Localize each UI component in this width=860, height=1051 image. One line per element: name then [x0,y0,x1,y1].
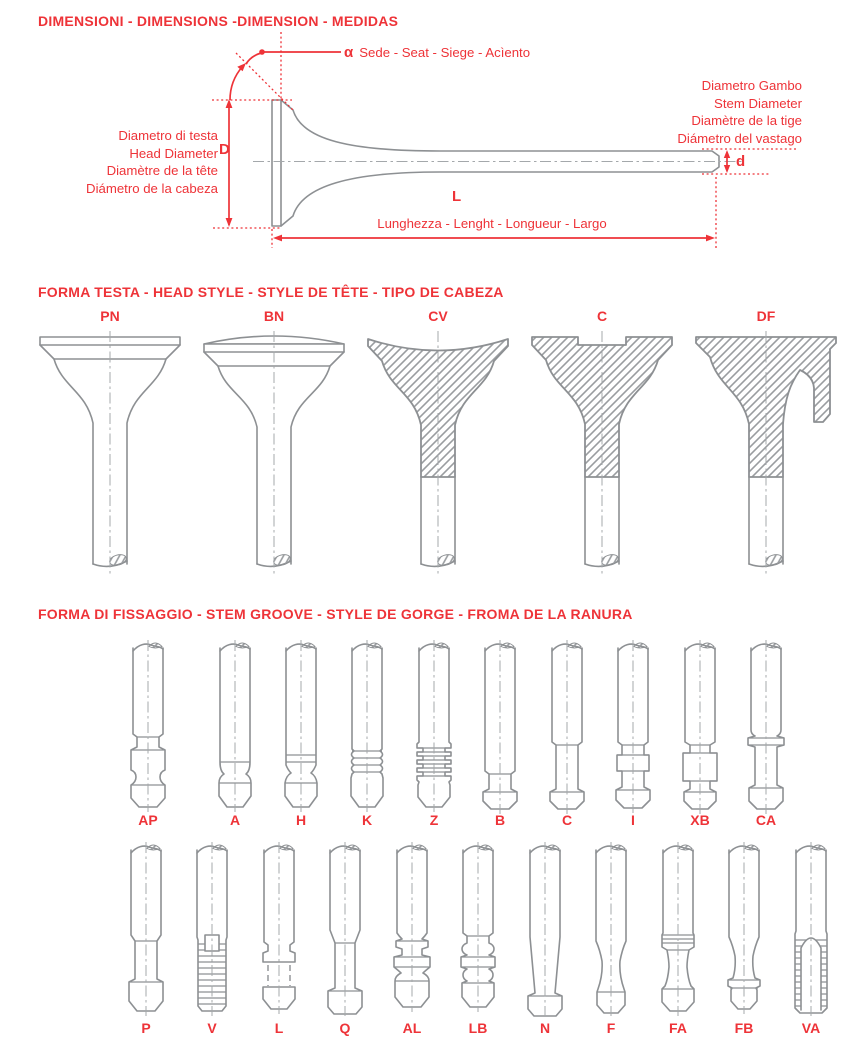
alpha-symbol: α [344,44,354,61]
head-style-title: FORMA TESTA - HEAD STYLE - STYLE DE TÊTE - TIPO DE CABEZA [38,284,504,300]
stem-groove-drawing-L [246,840,312,1018]
stem-groove-drawing-I [600,638,666,816]
stem-groove-figure-F [578,840,644,1036]
stem-groove-label-K: K [361,812,373,828]
stem-groove-drawing-FB [711,840,777,1018]
stem-groove-figure-A [202,638,268,828]
head-style-figure-PN [28,308,192,579]
head-style-drawing-BN [194,327,354,579]
length-symbol: L [452,188,462,205]
stem-diameter-label: Diametro Gambo Stem Diameter Diamètre de la tige Diámetro del vastago [677,78,802,146]
stem-groove-figure-C [534,638,600,828]
stem-groove-title: FORMA DI FISSAGGIO - STEM GROOVE - STYLE DE GORGE - FROMA DE LA RANURA [38,606,633,622]
head-style-figure-BN [192,308,356,579]
stem-groove-figure-LB [445,840,511,1036]
stem-groove-drawing-A [202,638,268,816]
stem-groove-figure-I [600,638,666,828]
head-style-label-DF: DF [756,308,776,324]
stem-groove-drawing-Z [401,638,467,816]
stem-groove-figure-N [512,840,578,1036]
stem-groove-label-P: P [141,1020,151,1036]
stem-groove-drawing-V [179,840,245,1018]
head-style-label-PN: PN [100,308,120,324]
dimensions-title: DIMENSIONI - DIMENSIONS -DIMENSION - MEDIDAS [38,13,399,29]
stem-groove-label-FA: FA [669,1020,687,1036]
stem-groove-label-L: L [274,1020,284,1036]
stem-groove-drawing-C [534,638,600,816]
stem-groove-label-V: V [207,1020,217,1036]
stem-groove-figure-K [334,638,400,828]
stem-groove-drawing-AP [115,638,181,816]
stem-groove-figure-AP [115,638,181,828]
stem-groove-drawing-P [113,840,179,1018]
stem-groove-label-Z: Z [429,812,439,828]
head-style-figure-DF [684,308,848,579]
stem-groove-figure-Q [312,840,378,1036]
stem-groove-drawing-AL [379,840,445,1018]
length-label: Lunghezza - Lenght - Longueur - Largo [377,216,607,231]
stem-groove-label-C: C [561,812,573,828]
stem-groove-figure-V [179,840,245,1036]
head-style-figure-C [520,308,684,579]
stem-groove-figure-B [467,638,533,828]
stem-groove-label-A: A [229,812,241,828]
stem-groove-figure-VA [778,840,844,1036]
head-style-drawing-CV [358,327,518,579]
stem-groove-label-CA: CA [755,812,777,828]
stem-groove-drawing-B [467,638,533,816]
head-diameter-label: Diametro di testa Head Diameter Diamètre de la tête Diámetro de la cabeza [86,128,218,196]
stem-groove-label-B: B [494,812,506,828]
head-style-label-C: C [596,308,608,324]
stem-groove-figure-Z [401,638,467,828]
stem-groove-drawing-FA [645,840,711,1018]
seat-label: Sede - Seat - Siege - Acìento [359,45,531,60]
stem-groove-figure-XB [667,638,733,828]
stem-groove-label-F: F [606,1020,616,1036]
stem-groove-drawing-H [268,638,334,816]
stem-groove-figure-CA [733,638,799,828]
head-style-drawing-C [522,327,682,579]
head-style-drawing-DF [686,327,846,579]
stem-groove-drawing-XB [667,638,733,816]
stem-groove-figure-P [113,840,179,1036]
stem-groove-label-H: H [295,812,307,828]
stem-diameter-symbol: d [736,153,746,170]
stem-groove-figure-FA [645,840,711,1036]
stem-groove-figure-FB [711,840,777,1036]
stem-groove-label-LB: LB [468,1020,488,1036]
stem-groove-drawing-Q [312,840,378,1018]
stem-groove-label-N: N [539,1020,551,1036]
stem-groove-drawing-CA [733,638,799,816]
stem-groove-drawing-N [512,840,578,1018]
head-style-label-BN: BN [263,308,285,324]
stem-groove-label-FB: FB [734,1020,754,1036]
stem-groove-figure-AL [379,840,445,1036]
stem-groove-figure-L [246,840,312,1036]
seat-angle-label [344,44,530,61]
stem-groove-label-VA: VA [801,1020,821,1036]
stem-groove-label-XB: XB [690,812,710,828]
stem-groove-label-AL: AL [402,1020,422,1036]
stem-groove-figure-H [268,638,334,828]
stem-groove-label-AP: AP [138,812,158,828]
stem-groove-drawing-F [578,840,644,1018]
head-style-label-CV: CV [428,308,448,324]
head-style-drawing-PN [30,327,190,579]
stem-groove-drawing-K [334,638,400,816]
head-style-figure-CV [356,308,520,579]
stem-groove-label-Q: Q [339,1020,351,1036]
stem-groove-label-I: I [631,812,635,828]
stem-groove-drawing-VA [778,840,844,1018]
head-diameter-symbol: D [219,141,230,158]
stem-groove-drawing-LB [445,840,511,1018]
